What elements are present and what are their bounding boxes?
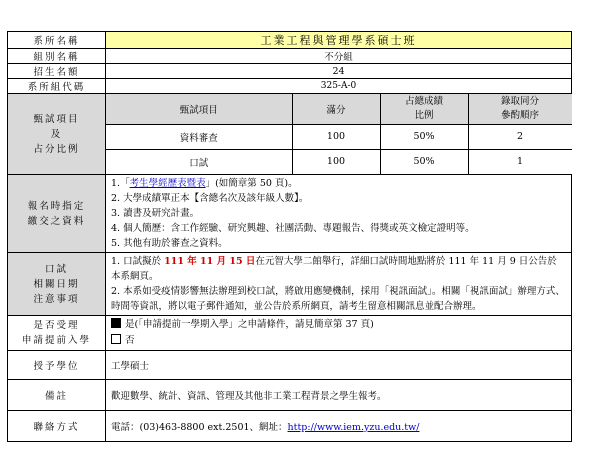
early-no-option[interactable]: 否 — [111, 333, 566, 349]
list-item: 3. 讀書及研究計畫。 — [111, 208, 200, 219]
list-item: 4. 個人簡歷：含工作經驗、研究興趣、社團活動、專題報告、得獎或英文檢定證明等。 — [111, 223, 475, 234]
group-label: 組別名稱 — [8, 49, 106, 64]
interview-note-2: 2. 本系如受疫情影響無法辦理到校口試，將啟用應變機制，採用「視訊面試」。相關「視訊面試」辦理方式、時間等資訊，將以電子郵件通知，並公告於系所網頁，請考生留意相關訊息並配合辦理。 — [111, 286, 565, 312]
exam-score-table — [106, 94, 572, 174]
interview-notes — [106, 253, 572, 316]
table-row — [106, 149, 572, 174]
dept-label: 系所名稱 — [8, 32, 106, 49]
remark-row — [8, 380, 572, 411]
list-item: 5. 其他有助於審查之資料。 — [111, 238, 228, 249]
exam-full-cell: 100 — [292, 124, 380, 149]
exam-row — [8, 94, 572, 175]
quota-row — [8, 64, 572, 79]
exam-ratio-cell: 50% — [380, 149, 468, 174]
early-label: 是否受理 申請提前入學 — [8, 316, 106, 351]
code-row — [8, 79, 572, 94]
exam-col-item: 甄試項目 — [106, 94, 292, 124]
checkbox-unchecked[interactable] — [111, 334, 121, 344]
contact-label: 聯絡方式 — [8, 411, 106, 442]
exam-label: 甄試項目 及 占分比例 — [8, 94, 106, 175]
contact-row — [8, 411, 572, 442]
docs-list — [106, 175, 572, 253]
dept-name: 工業工程與管理學系碩士班 — [106, 32, 572, 49]
exam-order-cell: 2 — [468, 124, 572, 149]
remark-value: 歡迎數學、統計、資訊、管理及其他非工業工程背景之學生報考。 — [106, 380, 572, 411]
checkbox-checked[interactable] — [111, 318, 121, 328]
interview-note-1: 1. 口試擬於 111 年 11 月 15 日在元智大學二館舉行，詳細口試時間地點將於 111 年 11 月 9 日公告於本系網頁。 — [111, 256, 557, 282]
applicant-form-link[interactable]: 考生學經歷表暨表 — [129, 178, 206, 189]
docs-label: 報名時指定 繳交之資料 — [8, 175, 106, 253]
list-item: 1.「考生學經歷表暨表」(如簡章第 50 頁)。 — [111, 178, 298, 189]
exam-full-cell: 100 — [292, 149, 380, 174]
exam-order-cell: 1 — [468, 149, 572, 174]
early-options — [106, 316, 572, 351]
interview-row — [8, 253, 572, 316]
docs-row — [8, 175, 572, 253]
exam-item-cell: 資料審查 — [106, 124, 292, 149]
exam-header-row — [106, 94, 572, 124]
interview-label: 口試 相關日期 注意事項 — [8, 253, 106, 316]
exam-col-ratio: 占總成績 比例 — [380, 94, 468, 124]
dept-website-link[interactable]: http://www.iem.yzu.edu.tw/ — [287, 422, 420, 433]
early-row — [8, 316, 572, 351]
list-item: 2. 大學成績單正本【含總名次及該年級人數】。 — [111, 193, 309, 204]
code-label: 系所組代碼 — [8, 79, 106, 94]
group-row — [8, 49, 572, 64]
degree-value: 工學碩士 — [106, 351, 572, 380]
degree-label: 授予學位 — [8, 351, 106, 380]
early-yes-option[interactable]: 是(「申請提前一學期入學」之申請條件，請見簡章第 37 頁) — [111, 317, 566, 333]
exam-col-order: 錄取同分 參酌順序 — [468, 94, 572, 124]
table-row — [106, 124, 572, 149]
group-value: 不分組 — [106, 49, 572, 64]
exam-col-full: 滿分 — [292, 94, 380, 124]
quota-value: 24 — [106, 64, 572, 79]
contact-value: 電話：(03)463-8800 ext.2501、網址：http://www.iem.yzu.edu.tw/ — [106, 411, 572, 442]
exam-item-cell: 口試 — [106, 149, 292, 174]
remark-label: 備註 — [8, 380, 106, 411]
dept-row — [8, 32, 572, 49]
admission-info-table — [7, 31, 572, 442]
code-value: 325-A-0 — [106, 79, 572, 94]
quota-label: 招生名額 — [8, 64, 106, 79]
exam-ratio-cell: 50% — [380, 124, 468, 149]
interview-date: 111 年 11 月 15 日 — [164, 256, 256, 267]
degree-row — [8, 351, 572, 380]
